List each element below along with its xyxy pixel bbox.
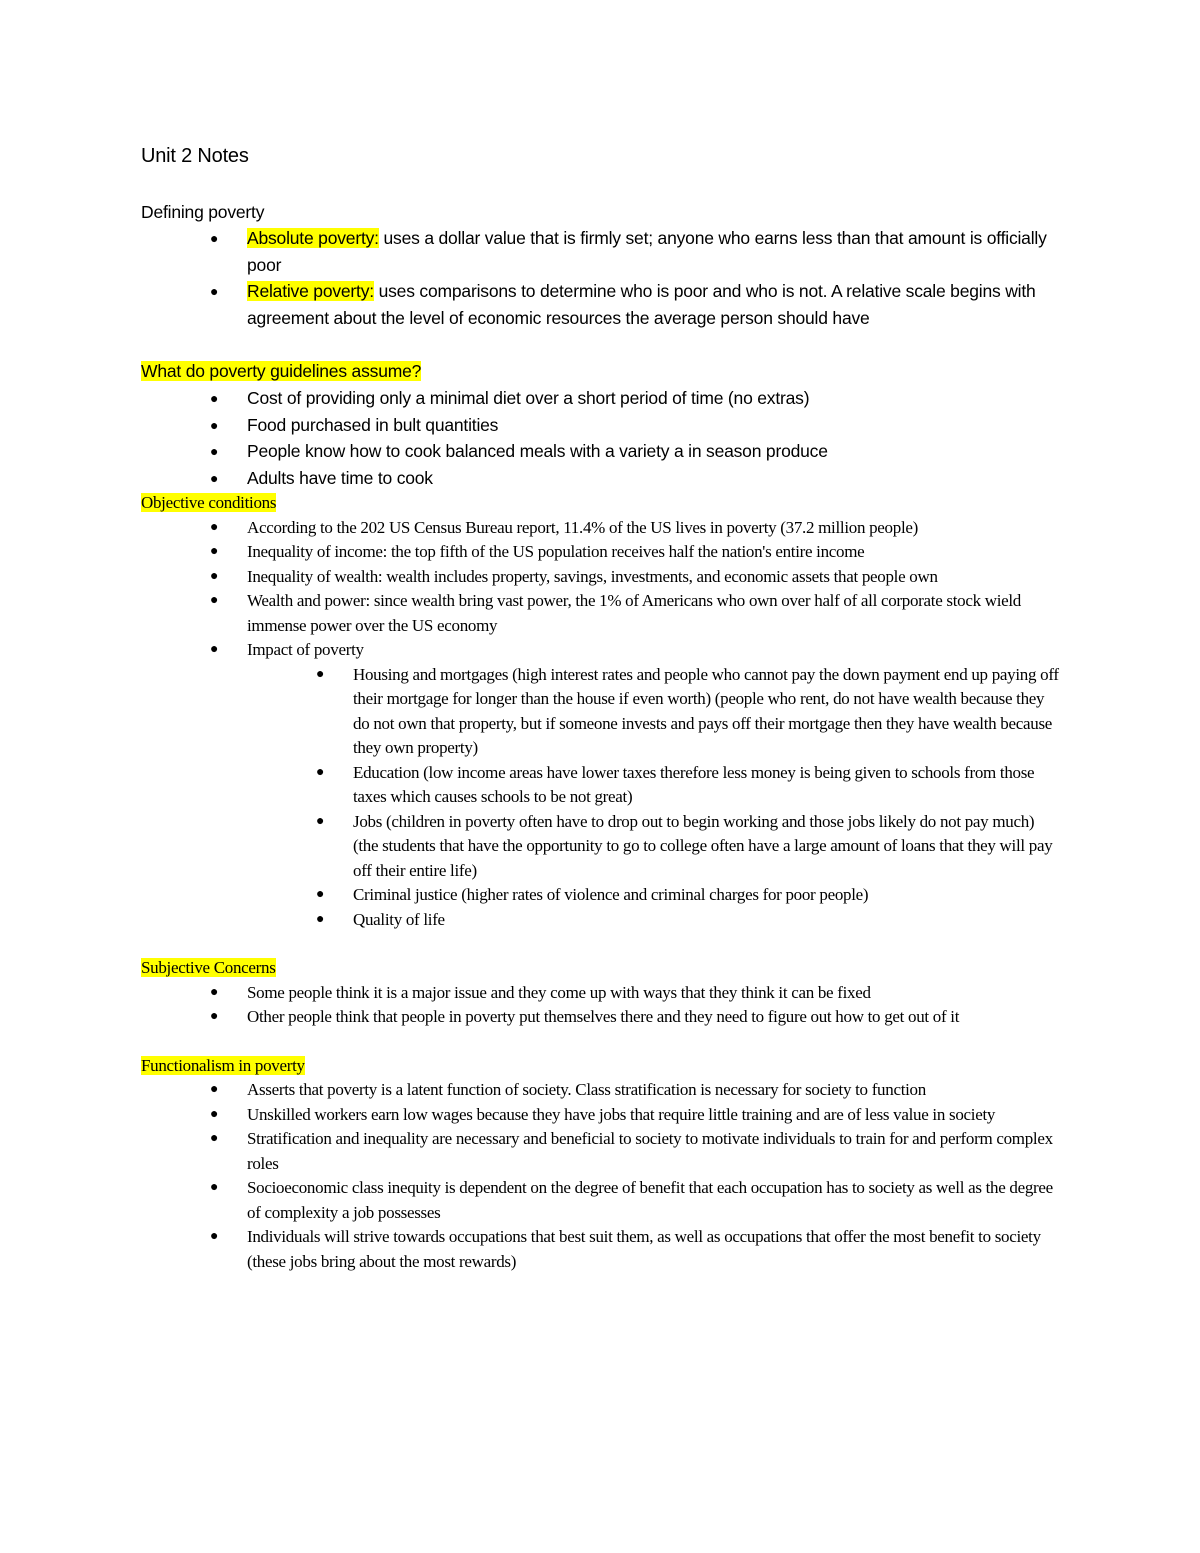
functionalism-list xyxy=(141,1078,1061,1274)
highlighted-heading: Subjective Concerns xyxy=(141,958,276,977)
section-heading xyxy=(141,357,1061,385)
bullet-icon: ● xyxy=(210,568,219,584)
list-item xyxy=(141,1078,1061,1103)
list-item-text: Criminal justice (higher rates of violence and criminal charges for poor people) xyxy=(353,885,869,904)
section-heading xyxy=(141,491,1061,516)
list-item-text: Cost of providing only a minimal diet over a short period of time (no extras) xyxy=(247,388,810,408)
bullet-icon: ● xyxy=(210,1229,219,1244)
list-item xyxy=(141,761,1061,810)
bullet-icon: ● xyxy=(210,443,219,459)
list-item-text: Education (low income areas have lower taxes therefore less money is being given to schools from those taxes which causes schools to be not great) xyxy=(353,762,1035,806)
list-item-text: Wealth and power: since wealth bring vast power, the 1% of Americans who own over half of all corporate stock wield immense power over the US economy xyxy=(247,591,1022,635)
bullet-icon: ● xyxy=(210,1106,219,1122)
list-item-text: Socioeconomic class inequity is dependent on the degree of benefit that each occupation has to society as well as the degree of complexity a job possesses xyxy=(247,1178,1053,1222)
list-item xyxy=(141,225,1061,278)
guidelines-list xyxy=(141,385,1061,491)
bullet-icon: ● xyxy=(210,283,219,299)
list-item xyxy=(141,438,1061,465)
list-item xyxy=(141,638,1061,663)
bullet-icon: ● xyxy=(210,1009,219,1024)
bullet-icon: ● xyxy=(210,416,219,433)
page-title: Unit 2 Notes xyxy=(141,145,249,167)
list-item xyxy=(141,981,1061,1006)
section-heading xyxy=(141,1054,1061,1079)
bullet-icon: ● xyxy=(316,666,325,682)
list-item-text: Unskilled workers earn low wages because they have jobs that require little training and are of less value in society xyxy=(247,1104,996,1124)
bullet-icon: ● xyxy=(210,984,219,1000)
bullet-icon: ● xyxy=(210,519,219,535)
spacer xyxy=(141,932,1061,956)
subjective-list xyxy=(141,981,1061,1030)
bullet-icon: ● xyxy=(210,544,219,559)
list-item xyxy=(141,1225,1061,1274)
list-item-text: Quality of life xyxy=(353,909,445,929)
objective-list xyxy=(141,516,1061,663)
list-item xyxy=(141,385,1061,412)
list-item xyxy=(141,465,1061,492)
section-poverty-guidelines xyxy=(141,357,1061,491)
list-item xyxy=(141,589,1061,638)
spacer xyxy=(141,331,1061,357)
list-item-text: Individuals will strive towards occupations that best suit them, as well as occupations that offer the most benefit to society (these jobs bring about the most rewards) xyxy=(247,1227,1041,1271)
list-item xyxy=(141,663,1061,761)
highlighted-term: Absolute poverty: xyxy=(247,228,379,248)
section-functionalism xyxy=(141,1054,1061,1275)
section-objective-conditions xyxy=(141,491,1061,932)
list-item xyxy=(141,883,1061,908)
definition-text: uses comparisons to determine who is poor and who is not. A relative scale begins with agreement about the level of economic resources the average person should have xyxy=(247,281,1036,328)
highlighted-heading: What do poverty guidelines assume? xyxy=(141,361,422,381)
definition-text: uses a dollar value that is firmly set; anyone who earns less than that amount is officially poor xyxy=(247,228,1047,275)
section-heading xyxy=(141,956,1061,981)
list-item-text: Inequality of wealth: wealth includes property, savings, investments, and economic assets that people own xyxy=(247,566,938,586)
bullet-icon: ● xyxy=(210,390,219,406)
list-item-text: Some people think it is a major issue and they come up with ways that they think it can be fixed xyxy=(247,982,871,1002)
highlighted-heading: Functionalism in poverty xyxy=(141,1055,305,1075)
list-item xyxy=(141,565,1061,590)
bullet-icon: ● xyxy=(210,642,219,657)
highlighted-heading: Objective conditions xyxy=(141,493,277,512)
list-item-text: Jobs (children in poverty often have to drop out to begin working and those jobs likely do not pay much) (the students that have the opportunity to go to college often have a large amount of loans that they will pay off their entire life) xyxy=(353,811,1053,880)
bullet-icon: ● xyxy=(210,1082,219,1097)
list-item-text: Inequality of income: the top fifth of the US population receives half the nation's entire income xyxy=(247,542,865,561)
list-item xyxy=(141,1176,1061,1225)
list-item xyxy=(141,540,1061,565)
list-item xyxy=(141,516,1061,541)
list-item-text: Food purchased in bult quantities xyxy=(247,414,499,435)
list-item-text: Adults have time to cook xyxy=(247,467,433,488)
list-item xyxy=(141,278,1061,331)
list-item-text: Asserts that poverty is a latent function of society. Class stratification is necessary for society to function xyxy=(247,1080,926,1099)
list-item-text: Other people think that people in poverty put themselves there and they need to figure out how to get out of it xyxy=(247,1007,960,1026)
document-page xyxy=(141,140,1061,1274)
section-subjective-concerns xyxy=(141,956,1061,1030)
bullet-icon: ● xyxy=(316,911,325,927)
spacer xyxy=(141,1030,1061,1054)
bullet-icon: ● xyxy=(210,469,219,486)
bullet-icon: ● xyxy=(210,1131,219,1146)
bullet-icon: ● xyxy=(316,813,325,829)
bullet-icon: ● xyxy=(210,1180,219,1195)
bullet-icon: ● xyxy=(316,887,325,902)
bullet-icon: ● xyxy=(316,764,325,780)
list-item xyxy=(141,1005,1061,1030)
list-item xyxy=(141,908,1061,933)
bullet-icon: ● xyxy=(210,593,219,608)
list-item-text: Stratification and inequality are necessary and beneficial to society to motivate individuals to train for and perform complex roles xyxy=(247,1129,1053,1173)
section-heading: Defining poverty xyxy=(141,202,265,222)
list-item xyxy=(141,412,1061,439)
list-item-text: Housing and mortgages (high interest rates and people who cannot pay the down payment end up paying off their mortgage for longer than the house if even worth) (people who rent, do not have wealth because they do not own that property, but if someone invests and pays off their mortgage then they have wealth because they own property) xyxy=(353,664,1059,757)
list-item-text: According to the 202 US Census Bureau report, 11.4% of the US lives in poverty (37.2 million people) xyxy=(247,517,918,537)
list-item xyxy=(141,1103,1061,1128)
definition-list xyxy=(141,225,1061,331)
bullet-icon: ● xyxy=(210,230,219,246)
list-item-text: People know how to cook balanced meals with a variety a in season produce xyxy=(247,441,828,461)
list-item-text: Impact of poverty xyxy=(247,640,364,659)
impact-of-poverty-list xyxy=(141,663,1061,933)
section-defining-poverty xyxy=(141,199,1061,331)
list-item xyxy=(141,810,1061,884)
highlighted-term: Relative poverty: xyxy=(247,281,374,301)
list-item xyxy=(141,1127,1061,1176)
